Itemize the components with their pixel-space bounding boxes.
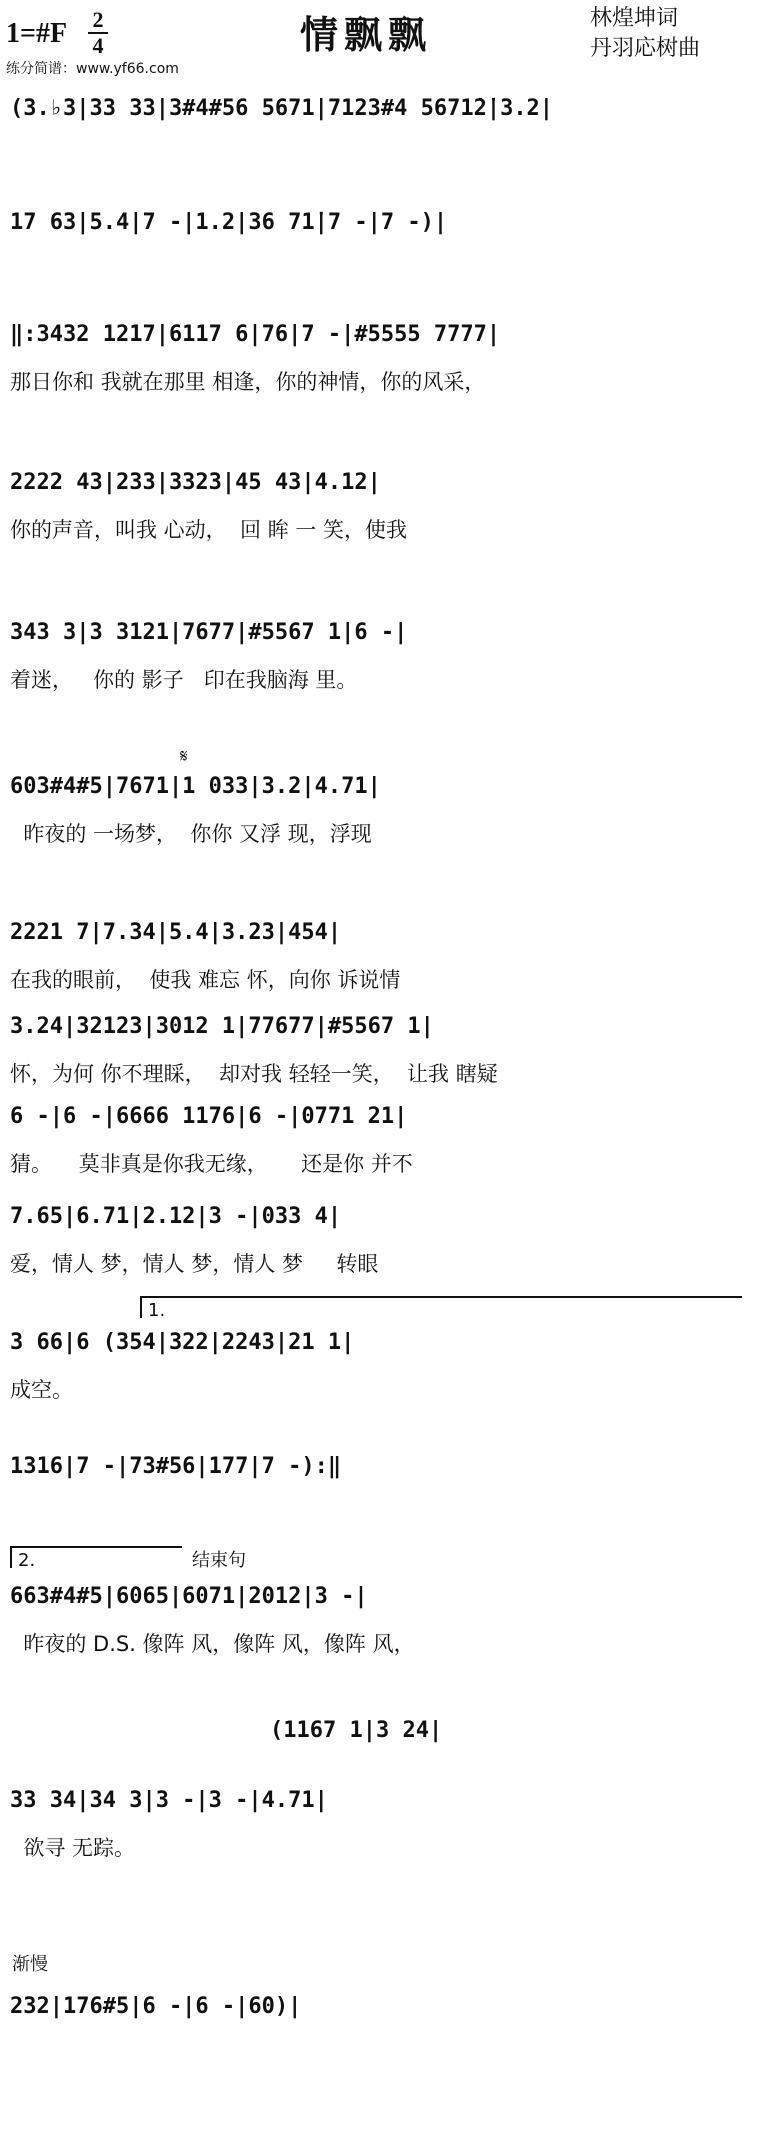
notes: 3.24|32123|3012 1|77677|#5567 1| (10, 1014, 434, 1039)
lyricist: 林煌坤词 (590, 6, 679, 31)
notes: 33 34|34 3|3 -|3 -|4.71| (10, 1788, 328, 1813)
notes: 6 -|6 -|6666 1176|6 -|0771 21| (10, 1104, 408, 1129)
tempo-marking: 渐慢 (12, 1954, 48, 1975)
lyrics: 在我的眼前， 使我 难忘 怀，向你 诉说情 (10, 968, 401, 992)
site-url: 练分简谱：www.yf66.com (6, 61, 179, 77)
ending-phrase-label: 结束句 (192, 1550, 246, 1571)
time-signature (86, 8, 110, 58)
song-title: 情飘飘 (300, 12, 433, 57)
volta-2-label: 2. (18, 1550, 36, 1571)
credits (590, 4, 700, 64)
volta-first-ending (140, 1296, 742, 1321)
volta-1-label: 1. (148, 1300, 166, 1321)
lyrics: 猜。 莫非真是你我无缘， 还是你 并不 (10, 1152, 413, 1176)
time-bottom: 4 (92, 33, 104, 58)
notes: 603#4#5|7671|1 033|3.2|4.71| (10, 774, 381, 799)
notes: (3.♭3|33 33|3#4#56 5671|7123#4 5671̇2̇|3.2| (10, 96, 554, 121)
lyrics: 那日你和 我就在那里 相逢，你的神情，你的风采， (10, 370, 486, 394)
volta-second-ending (10, 1546, 182, 1571)
lyrics: 怀，为何 你不理睬， 却对我 轻轻一笑， 让我 瞎疑 (10, 1062, 498, 1086)
notes: 7.65|6.71|2.12|3 -|033 4| (10, 1204, 342, 1229)
notes: 2222 43|233|3323|45 43|4.12| (10, 470, 381, 495)
notes: 3 66|6 (354|322|2243|21 1| (10, 1330, 355, 1355)
lyrics: 着迷， 你的 影子 印在我脑海 里。 (10, 668, 358, 692)
lyrics: 昨夜的 一场梦， 你你 又浮 现，浮现 (10, 822, 372, 846)
lyrics: 成空。 (10, 1378, 73, 1402)
lyrics: 爱，情人 梦，情人 梦，情人 梦 转眼 (10, 1252, 379, 1276)
composer: 丹羽応树曲 (590, 36, 701, 61)
lyrics: 昨夜的 D.S. 像阵 风，像阵 风，像阵 风， (10, 1632, 415, 1656)
time-top: 2 (92, 7, 104, 32)
notes: ‖:3432 1217|6117 6|76|7 -|#5555 7777| (10, 322, 501, 347)
notes: 2221 7|7.34|5.4|3.23|454| (10, 920, 342, 945)
notes-upper: (1167 1|3 24| (270, 1718, 443, 1743)
segno-sign: 𝄋 (180, 746, 188, 767)
key-signature: 1=#F (6, 18, 68, 49)
notes: 343 3|3 3121|7677|#5567 1|6 -| (10, 620, 408, 645)
notes: 663#4#5|6065|6071|2012|3 -| (10, 1584, 368, 1609)
notes: 1316|7 -|73#56|177|7 -):‖ (10, 1454, 342, 1479)
lyrics: 欲寻 无踪。 (10, 1836, 136, 1860)
lyrics: 你的声音，叫我 心动， 回 眸 一 笑，使我 (10, 518, 408, 542)
notes: 17 63|5.4|7 -|1.2|36 71̇|7 -|7 -)| (10, 210, 448, 235)
notes: 232|176#5|6 -|6 -|60)| (10, 1994, 302, 2019)
